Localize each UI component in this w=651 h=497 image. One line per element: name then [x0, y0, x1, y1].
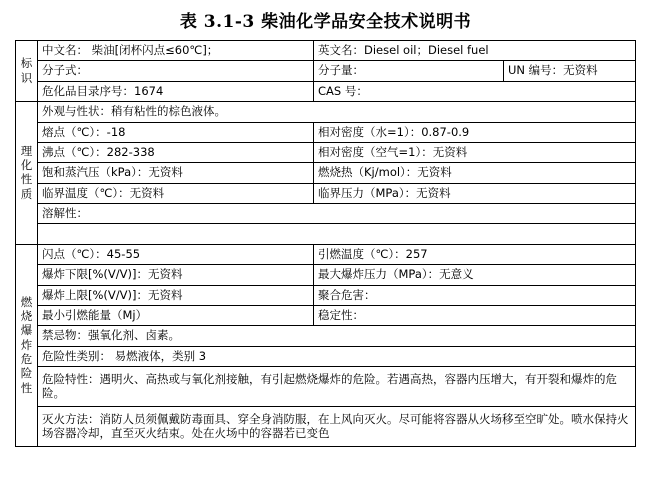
table-row	[16, 102, 636, 122]
table-row	[16, 41, 636, 61]
cell-max-explosion-pressure: 最大爆炸压力（MPa）：无意义	[314, 265, 636, 285]
cell-appearance: 外观与性状：稍有粘性的棕色液体。	[38, 102, 636, 122]
table-row	[16, 81, 636, 101]
table-row	[16, 285, 636, 305]
section-identification-char-2: 识	[20, 70, 33, 85]
cell-cas-number: CAS 号：	[314, 81, 636, 101]
table-row	[16, 407, 636, 447]
table-row	[16, 122, 636, 142]
section-physical-char-1: 理	[20, 143, 33, 158]
table-row	[16, 244, 636, 264]
cell-critical-temperature: 临界温度（℃）：无资料	[38, 183, 314, 203]
section-combustion-char-7: 性	[20, 380, 33, 395]
cell-formula: 分子式：	[38, 61, 314, 81]
cell-incompatible: 禁忌物：强氧化剂、卤素。	[38, 326, 636, 346]
cell-chinese-name: 中文名： 柴油[闭杯闪点≤60℃]；	[38, 41, 314, 61]
cell-melting-point: 熔点（℃）：-18	[38, 122, 314, 142]
section-combustion-char-3: 爆	[20, 323, 33, 338]
section-combustion-char-4: 炸	[20, 337, 33, 352]
cell-spacer	[38, 224, 636, 244]
cell-hazard-category: 危险性类别： 易燃液体，类别 3	[38, 346, 636, 366]
cell-molecular-weight: 分子量：	[314, 61, 504, 81]
cell-min-ignition-energy: 最小引燃能量（Mj）	[38, 305, 314, 325]
table-row	[16, 142, 636, 162]
cell-explosive-upper-limit: 爆炸上限[%(V/V)]：无资料	[38, 285, 314, 305]
cell-relative-density-water: 相对密度（水=1）：0.87-0.9	[314, 122, 636, 142]
table-row	[16, 61, 636, 81]
cell-boiling-point: 沸点（℃）：282-338	[38, 142, 314, 162]
msds-table	[15, 40, 636, 447]
section-identification-char-1: 标	[20, 56, 33, 71]
section-physical	[16, 102, 38, 245]
table-row	[16, 326, 636, 346]
cell-critical-pressure: 临界压力（MPa）：无资料	[314, 183, 636, 203]
table-row	[16, 183, 636, 203]
cell-relative-density-air: 相对密度（空气=1）：无资料	[314, 142, 636, 162]
table-row	[16, 367, 636, 407]
section-combustion	[16, 244, 38, 446]
section-physical-char-3: 性	[20, 172, 33, 187]
section-physical-char-2: 化	[20, 158, 33, 173]
cell-hazard-characteristics: 危险特性：遇明火、高热或与氧化剂接触，有引起燃烧爆炸的危险。若遇高热，容器内压增大，有开裂和爆炸的危险。	[38, 367, 636, 407]
cell-explosive-lower-limit: 爆炸下限[%(V/V)]：无资料	[38, 265, 314, 285]
table-row	[16, 163, 636, 183]
table-row	[16, 346, 636, 366]
section-physical-char-4: 质	[20, 186, 33, 201]
cell-heat-of-combustion: 燃烧热（Kj/mol）：无资料	[314, 163, 636, 183]
cell-un-number: UN 编号：无资料	[504, 61, 636, 81]
section-combustion-char-6: 险	[20, 366, 33, 381]
cell-catalog-number: 危化品目录序号：1674	[38, 81, 314, 101]
cell-flash-point: 闪点（℃）：45-55	[38, 244, 314, 264]
table-row	[16, 305, 636, 325]
section-combustion-char-1: 燃	[20, 294, 33, 309]
cell-fire-fighting: 灭火方法：消防人员须佩戴防毒面具、穿全身消防服，在上风向灭火。尽可能将容器从火场移至空旷处。喷水保持火场容器冷却，直至灭火结束。处在火场中的容器若已变色	[38, 407, 636, 447]
section-combustion-char-2: 烧	[20, 308, 33, 323]
cell-polymerization-hazard: 聚合危害：	[314, 285, 636, 305]
cell-stability: 稳定性：	[314, 305, 636, 325]
cell-ignition-temperature: 引燃温度（℃）：257	[314, 244, 636, 264]
page-title: 表 3.1-3 柴油化学品安全技术说明书	[179, 12, 472, 32]
cell-solubility: 溶解性：	[38, 204, 636, 224]
section-combustion-char-5: 危	[20, 352, 33, 367]
table-row	[16, 265, 636, 285]
table-row	[16, 204, 636, 224]
cell-english-name: 英文名：Diesel oil；Diesel fuel	[314, 41, 636, 61]
section-identification	[16, 41, 38, 102]
cell-vapor-pressure: 饱和蒸汽压（kPa）：无资料	[38, 163, 314, 183]
table-row-spacer	[16, 224, 636, 244]
